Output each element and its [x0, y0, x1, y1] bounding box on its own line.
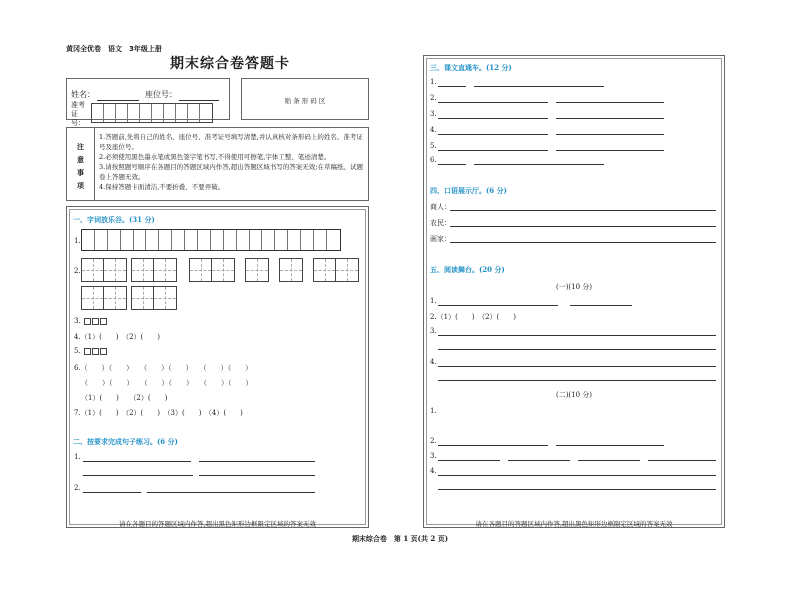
q2-char-box[interactable]: [245, 258, 269, 282]
q2-char-box[interactable]: [279, 258, 303, 282]
answer-line[interactable]: [83, 461, 191, 462]
answer-line[interactable]: [438, 305, 558, 306]
q6-line[interactable]: 6.（ ）（ ） （ ）（ ） （ ）（ ）: [74, 364, 253, 372]
part2-label: (二)(10 分): [555, 391, 593, 399]
answer-line[interactable]: [83, 475, 193, 476]
q2-char-box[interactable]: [189, 258, 235, 282]
q5-number: 5.: [74, 347, 81, 355]
answer-line[interactable]: [438, 445, 548, 446]
role-label: 商人：: [430, 203, 451, 211]
answer-line[interactable]: [438, 475, 716, 476]
s3-q-number: 4.: [430, 126, 437, 134]
q5-row: [74, 347, 107, 355]
answer-line[interactable]: [556, 134, 664, 135]
q4-row[interactable]: 4.（1）( ) （2）( ): [74, 333, 161, 341]
answer-line[interactable]: [438, 460, 500, 461]
p2-q3-number: 3.: [430, 452, 437, 460]
section4-title: 四、口语展示厅。(6 分): [430, 186, 507, 195]
p2-q4-number: 4.: [430, 467, 437, 475]
s3-q-number: 5.: [430, 142, 437, 150]
notice-item: 1.答题前,先将自己的姓名、座位号、准考证号填写清楚,并认真核对条形码上的姓名、准考证号及座位号。: [99, 133, 363, 151]
q7-row[interactable]: 7.（1）( ) （2）( ) （3）( ) （4）( ): [74, 409, 243, 417]
exam-id-label: 准考证号：: [71, 101, 85, 127]
notice-item: 2.必须使用黑色墨水笔或黑色签字笔书写,不得使用可擦笔,字体工整、笔迹清楚。: [99, 153, 331, 161]
answer-line[interactable]: [438, 349, 716, 350]
answer-line[interactable]: [508, 460, 570, 461]
q3-choice-box[interactable]: [84, 318, 91, 325]
q2-char-box[interactable]: [131, 286, 177, 310]
right-footer-note: 请在各题目的答题区域内作答,超出黑色矩形边框限定区域的答案无效: [475, 520, 673, 528]
answer-line[interactable]: [474, 86, 604, 87]
answer-line[interactable]: [438, 150, 548, 151]
answer-line[interactable]: [556, 445, 664, 446]
role-label: 画家：: [430, 235, 451, 243]
answer-line[interactable]: [438, 134, 548, 135]
s2-q2-number: 2.: [74, 484, 81, 492]
answer-line[interactable]: [474, 164, 604, 165]
q1-pinyin-grid[interactable]: [81, 229, 341, 251]
notice-list: [99, 132, 367, 192]
left-footer-note: 请在各题目的答题区域内作答,超出黑色矩形边框限定区域的答案无效: [118, 520, 317, 528]
answer-line[interactable]: [147, 492, 315, 493]
barcode-label: 贴 条 形 码 区: [284, 97, 326, 105]
q2-char-box[interactable]: [131, 258, 177, 282]
q6-line[interactable]: （ ）（ ） （ ）（ ） （ ）（ ）: [81, 379, 253, 387]
answer-line[interactable]: [438, 489, 716, 490]
answer-line[interactable]: [450, 242, 716, 243]
answer-line[interactable]: [556, 150, 664, 151]
p1-q4-number: 4.: [430, 358, 437, 366]
answer-line[interactable]: [648, 460, 716, 461]
answer-line[interactable]: [438, 118, 548, 119]
notice-label: 注意事项: [77, 142, 84, 190]
answer-line[interactable]: [438, 366, 716, 367]
q5-choice-box[interactable]: [100, 348, 107, 355]
q2-char-box[interactable]: [81, 286, 127, 310]
s3-q-number: 2.: [430, 94, 437, 102]
q3-number: 3.: [74, 317, 81, 325]
answer-line[interactable]: [438, 164, 466, 165]
q2-number: 2.: [74, 267, 81, 275]
section3-title: 三、课文直通车。(12 分): [430, 63, 512, 72]
name-input-line[interactable]: [97, 100, 139, 101]
part1-label: (一)(10 分): [555, 283, 593, 291]
student-info-box: [66, 78, 230, 127]
notice-box: [66, 127, 369, 201]
q3-choice-box[interactable]: [100, 318, 107, 325]
s2-q1-number: 1.: [74, 453, 81, 461]
p1-q2-row[interactable]: 2.（1）( ) （2）( ): [430, 313, 517, 321]
p2-q2-number: 2.: [430, 437, 437, 445]
barcode-area: [241, 78, 369, 120]
section2-title: 二、按要求完成句子练习。(6 分): [73, 437, 178, 446]
q3-choice-box[interactable]: [92, 318, 99, 325]
notice-item: 4.保持答题卡面清洁,不要折叠、不要弄破。: [99, 183, 225, 191]
q3-row: [74, 317, 107, 325]
page-title: 期末综合卷答题卡: [170, 56, 290, 72]
name-label: 姓名：: [71, 90, 95, 99]
s3-q-number: 1.: [430, 78, 437, 86]
q2-char-box[interactable]: [81, 258, 127, 282]
answer-line[interactable]: [199, 461, 315, 462]
seat-input-line[interactable]: [179, 100, 219, 101]
answer-line[interactable]: [556, 118, 664, 119]
s3-q-number: 3.: [430, 110, 437, 118]
answer-line[interactable]: [556, 102, 664, 103]
answer-line[interactable]: [438, 380, 716, 381]
right-answer-area: [423, 55, 725, 528]
role-label: 农民：: [430, 219, 451, 227]
q2-char-box[interactable]: [313, 258, 359, 282]
p2-q1-number: 1.: [430, 407, 437, 415]
p1-q1-number: 1.: [430, 297, 437, 305]
answer-line[interactable]: [578, 460, 640, 461]
q1-number: 1.: [74, 237, 81, 245]
answer-line[interactable]: [450, 226, 716, 227]
section5-title: 五、阅读舞台。(20 分): [430, 265, 505, 274]
q5-choice-box[interactable]: [92, 348, 99, 355]
q5-choice-box[interactable]: [84, 348, 91, 355]
exam-id-grid[interactable]: [91, 103, 213, 123]
answer-line[interactable]: [438, 86, 466, 87]
left-answer-area: [66, 206, 369, 528]
answer-line[interactable]: [438, 102, 548, 103]
section1-title: 一、字词放乐谷。(31 分): [73, 215, 155, 224]
answer-line[interactable]: [83, 492, 141, 493]
s3-q-number: 6.: [430, 156, 437, 164]
answer-line[interactable]: [438, 335, 716, 336]
q6-line[interactable]: （1）( ) （2）( ): [81, 394, 168, 402]
seat-label: 座位号：: [145, 90, 177, 99]
answer-line[interactable]: [570, 305, 632, 306]
answer-line[interactable]: [199, 475, 315, 476]
p1-q3-number: 3.: [430, 327, 437, 335]
page-footer: 期末综合卷 第 1 页(共 2 页): [351, 534, 449, 543]
notice-item: 3.请按照题号顺序在各题目的答题区域内作答,超出答题区域书写的答案无效;在草稿纸、试题卷上答题无效。: [99, 163, 363, 181]
series-label: 黄冈全优卷 语文 3年级上册: [66, 45, 162, 53]
answer-line[interactable]: [450, 210, 716, 211]
